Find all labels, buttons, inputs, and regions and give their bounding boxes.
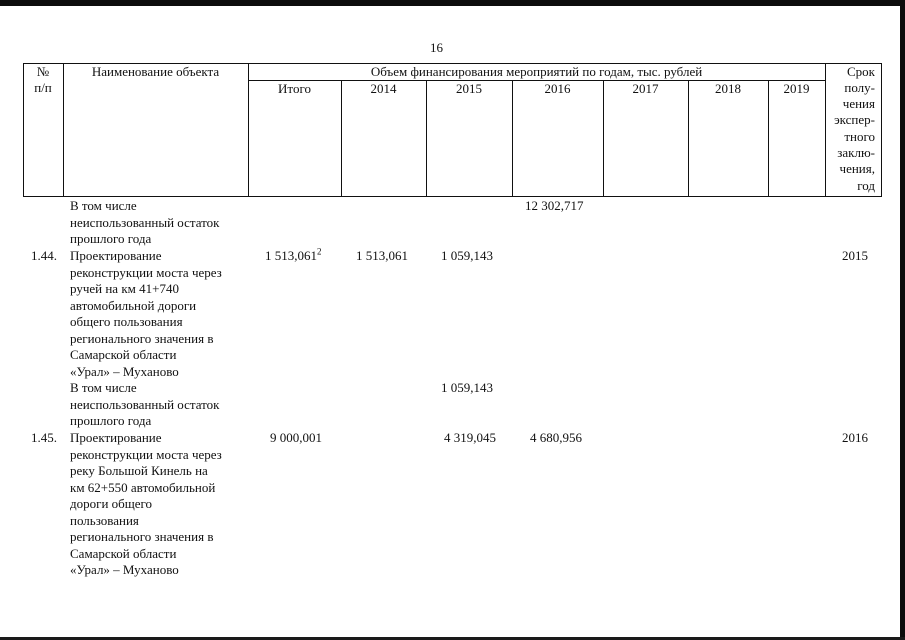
scan-border-top — [0, 0, 905, 6]
row-object-name: автомобильной дороги — [70, 297, 197, 313]
scan-border-right — [900, 0, 905, 640]
row-deadline: 2015 — [842, 248, 868, 263]
row-value-total: 9 000,001 — [270, 430, 322, 445]
row-object-name: ручей на км 41+740 — [70, 281, 179, 296]
header-divider — [768, 80, 769, 197]
header-deadline-line: чения, — [839, 161, 875, 176]
row-object-name: дороги общего — [70, 496, 153, 511]
header-divider — [341, 80, 342, 197]
header-deadline-line: тного — [844, 129, 875, 144]
row-object-name: общего пользования — [70, 314, 183, 329]
header-deadline-line: чения — [842, 96, 875, 111]
row-value-2016: 12 302,717 — [525, 198, 584, 213]
header-divider — [512, 80, 513, 197]
row-object-name: регионального значения в — [70, 330, 214, 346]
header-year-2019: 2019 — [783, 81, 810, 96]
header-financing: Объем финансирования мероприятий по годам, тыс. рублей — [370, 64, 703, 79]
row-value-2016: 4 680,956 — [530, 430, 582, 445]
header-year-2016: 2016 — [544, 81, 571, 96]
row-object-name: В том числе — [70, 380, 137, 395]
header-divider — [426, 80, 427, 197]
header-year-2014: 2014 — [370, 81, 397, 96]
row-value-2014: 1 513,061 — [356, 248, 408, 263]
row-object-name: «Урал» – Муханово — [70, 363, 179, 379]
row-value-2015: 1 059,143 — [441, 380, 493, 395]
row-object-name: регионального значения в — [70, 529, 214, 544]
header-deadline-line: экспер- — [834, 112, 875, 127]
header-divider — [688, 80, 689, 197]
header-deadline-line: год — [857, 178, 875, 193]
header-num-line2: п/п — [34, 80, 52, 95]
header-num-line1: № — [36, 64, 50, 79]
header-object-name: Наименование объекта — [91, 64, 220, 79]
row-object-name: неиспользованный остаток — [70, 396, 220, 412]
row-object-name: Проектирование — [70, 248, 162, 263]
row-number: 1.44. — [31, 248, 57, 263]
row-object-name: неиспользованный остаток — [70, 214, 220, 230]
header-year-2015: 2015 — [456, 81, 482, 96]
header-deadline-line: полу- — [844, 80, 875, 95]
row-value-total — [265, 248, 322, 265]
row-object-name: В том числе — [70, 198, 137, 213]
header-deadline-line: заклю- — [837, 145, 875, 160]
row-total-value: 1 513,061 — [265, 248, 317, 263]
header-deadline-line: Срок — [847, 64, 875, 79]
row-object-name: прошлого года — [70, 413, 152, 428]
row-object-name: Проектирование — [70, 430, 162, 445]
header-divider — [603, 80, 604, 197]
row-number: 1.45. — [31, 430, 57, 445]
row-object-name: реку Большой Кинель на — [70, 463, 208, 478]
row-object-name: «Урал» – Муханово — [70, 562, 179, 577]
header-year-2017: 2017 — [632, 81, 659, 96]
row-object-name: реконструкции моста через — [70, 264, 222, 280]
row-object-name: Самарской области — [70, 545, 177, 561]
page-number: 16 — [430, 40, 443, 55]
header-divider — [63, 63, 64, 197]
footnote-marker: 2 — [317, 246, 322, 257]
row-object-name: пользования — [70, 512, 139, 528]
row-object-name: км 62+550 автомобильной — [70, 479, 216, 495]
row-object-name: прошлого года — [70, 231, 152, 246]
header-year-2018: 2018 — [715, 81, 741, 96]
row-value-2015: 4 319,045 — [444, 430, 496, 445]
row-object-name: Самарской области — [70, 347, 177, 362]
header-year-total: Итого — [278, 81, 311, 96]
row-value-2015: 1 059,143 — [441, 248, 493, 263]
row-object-name: реконструкции моста через — [70, 446, 222, 462]
row-deadline: 2016 — [842, 430, 868, 445]
